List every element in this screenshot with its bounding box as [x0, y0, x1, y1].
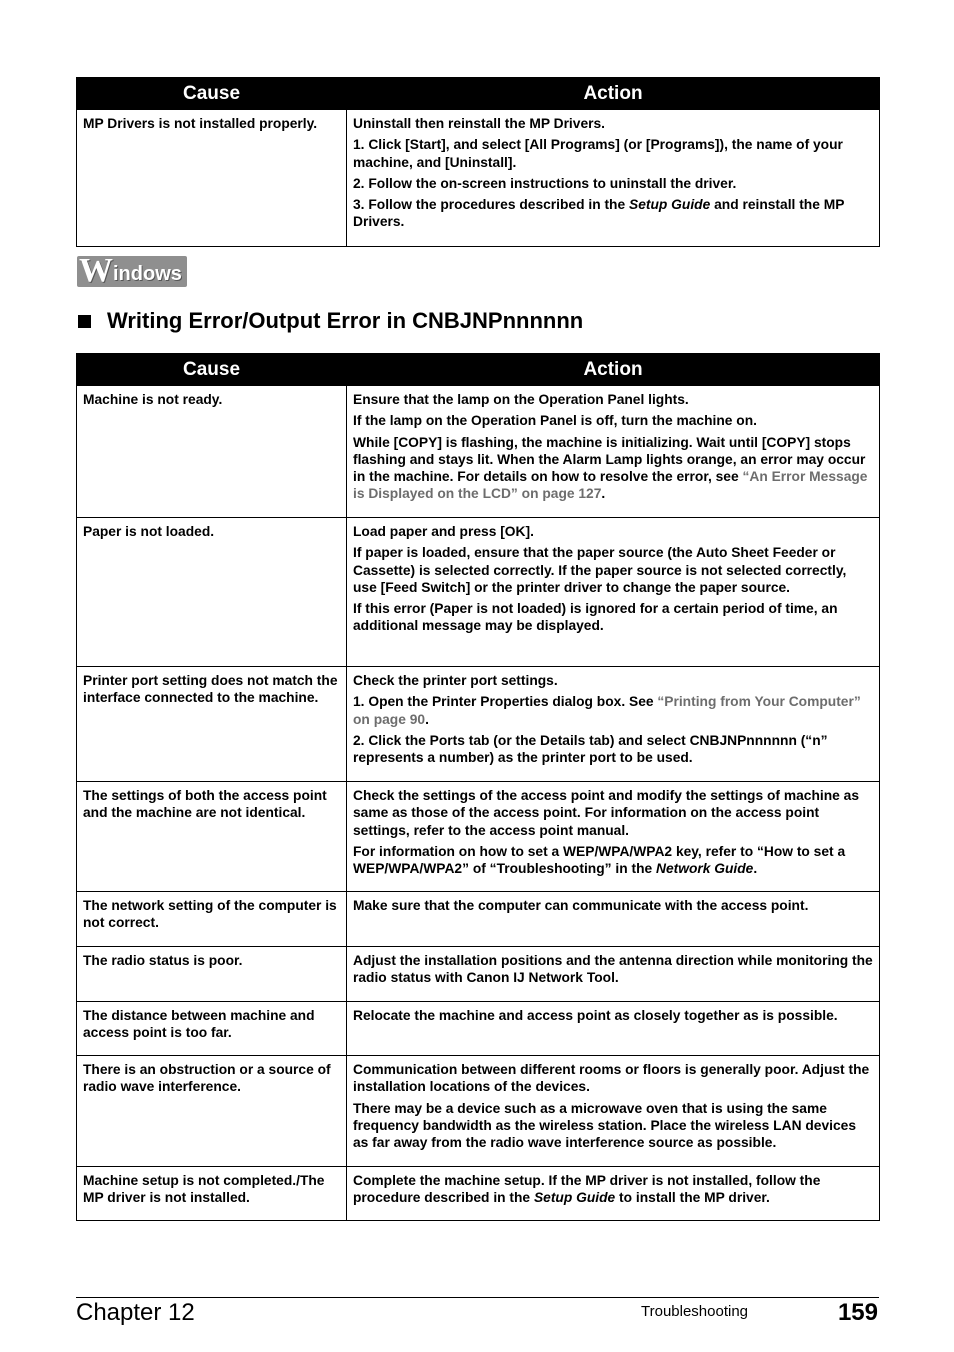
action-cell [347, 110, 880, 247]
action-text: Communication between different rooms or floors is generally poor. Adjust the installation locations of the devices. [353, 1062, 870, 1095]
action-cell [347, 782, 880, 892]
table-row [77, 1002, 880, 1056]
action-text: Ensure that the lamp on the Operation Panel lights. [353, 392, 689, 407]
cross-reference-link[interactable]: “An Error Message is Displayed on the LCD” on page 127 [353, 469, 868, 502]
cause-cell [77, 947, 347, 1002]
action-text: 2. Click the Ports tab (or the Details tab) and select CNBJNPnnnnnn (“n” represents a number) as the printer port to be used. [353, 732, 828, 766]
page-number: 159 [837, 1299, 878, 1326]
cause-text: The settings of both the access point and the machine are not identical. [83, 788, 327, 821]
table-header-row [77, 78, 880, 110]
action-cell [347, 1002, 880, 1056]
windows-badge [77, 252, 187, 289]
action-text: 2. Follow the on-screen instructions to uninstall the driver. [353, 175, 737, 191]
action-text: 3. Follow the procedures described in the Setup Guide and reinstall the MP Drivers. [353, 197, 845, 230]
action-cell [347, 947, 880, 1002]
guide-title: Setup Guide [629, 197, 711, 213]
table-row [77, 1167, 880, 1221]
cause-cell [77, 110, 347, 247]
cause-text: MP Drivers is not installed properly. [83, 116, 318, 131]
action-header: Action [347, 354, 880, 386]
windows-badge-initial: W [79, 252, 111, 289]
cause-text: The radio status is poor. [83, 953, 243, 968]
action-text: 1. Click [Start], and select [All Programs] (or [Programs]), the name of your machine, and [Uninstall]. [353, 137, 843, 170]
cause-text: Printer port setting does not match the interface connected to the machine. [83, 673, 338, 706]
cause-cell [77, 386, 347, 518]
action-text: There may be a device such as a microwave oven that is using the same frequency bandwidth as the wireless station. Place the wireless LAN devices as far away from the radio wave interference source as possible. [353, 1100, 856, 1151]
cause-header: Cause [77, 78, 347, 110]
action-text: If the lamp on the Operation Panel is off, turn the machine on. [353, 413, 757, 429]
troubleshooting-table [76, 353, 880, 1221]
action-text: For information on how to set a WEP/WPA/WPA2 key, refer to “How to set a WEP/WPA/WPA2” of “Troubleshooting” in the Network Guide. [353, 843, 846, 877]
cause-text: Paper is not loaded. [83, 524, 215, 539]
table-row [77, 110, 880, 247]
guide-title: Setup Guide [533, 1190, 616, 1206]
action-text: While [COPY] is flashing, the machine is initializing. Wait until [COPY] stops flashing and stays lit. When the Alarm Lamp lights orange, an error may occur in the machine. For details on how to resolve the error, see “An Error Message is Displayed on the LCD” on page 127. [353, 434, 868, 502]
action-cell [347, 1167, 880, 1221]
action-cell [347, 667, 880, 782]
footer-section: Troubleshooting [641, 1303, 749, 1320]
cause-text: Machine is not ready. [83, 392, 223, 407]
action-text: Complete the machine setup. If the MP driver is not installed, follow the procedure described in the Setup Guide to install the MP driver. [353, 1173, 821, 1206]
cause-text: The network setting of the computer is not correct. [83, 898, 337, 931]
chapter-label: Chapter 12 [76, 1299, 195, 1326]
cause-cell [77, 892, 347, 947]
table-header-row [77, 354, 880, 386]
table-row [77, 518, 880, 667]
action-text: Load paper and press [OK]. [353, 524, 534, 539]
action-text: Check the settings of the access point and modify the settings of machine as same as those of the access point. For information on the access point settings, refer to the access point manual. [353, 788, 859, 838]
cause-cell [77, 518, 347, 667]
cause-text: There is an obstruction or a source of radio wave interference. [83, 1062, 331, 1095]
table-row [77, 386, 880, 518]
driver-table [76, 77, 880, 247]
cause-text: Machine setup is not completed./The MP driver is not installed. [83, 1173, 325, 1206]
square-bullet-icon [78, 315, 91, 328]
windows-badge-text: indows [113, 263, 182, 285]
section-title-text: Writing Error/Output Error in CNBJNPnnnnnn [107, 308, 584, 333]
table-row [77, 1056, 880, 1167]
action-text: Relocate the machine and access point as closely together as is possible. [353, 1008, 838, 1023]
action-cell [347, 518, 880, 667]
guide-title: Network Guide [656, 861, 754, 877]
action-cell [347, 386, 880, 518]
cause-cell [77, 667, 347, 782]
footer-divider [76, 1297, 879, 1298]
action-cell [347, 892, 880, 947]
action-text: If paper is loaded, ensure that the paper source (the Auto Sheet Feeder or Cassette) is selected correctly. If the paper source is not selected correctly, use [Feed Switch] or the printer driver to change the paper source. [353, 545, 847, 595]
cause-cell [77, 782, 347, 892]
table-row [77, 892, 880, 947]
cause-cell [77, 1167, 347, 1221]
cause-cell [77, 1002, 347, 1056]
cause-text: The distance between machine and access point is too far. [83, 1008, 315, 1041]
cause-cell [77, 1056, 347, 1167]
table-row [77, 782, 880, 892]
table-row [77, 947, 880, 1002]
action-text: Make sure that the computer can communicate with the access point. [353, 898, 809, 913]
cross-reference-link[interactable]: “Printing from Your Computer” on page 90 [353, 694, 861, 727]
action-text: If this error (Paper is not loaded) is ignored for a certain period of time, an additional message may be displayed. [353, 601, 838, 634]
section-title [78, 308, 583, 334]
action-cell [347, 1056, 880, 1167]
action-header: Action [347, 78, 880, 110]
cause-header: Cause [77, 354, 347, 386]
action-text: Check the printer port settings. [353, 673, 558, 688]
table-row [77, 667, 880, 782]
action-text: Uninstall then reinstall the MP Drivers. [353, 116, 605, 131]
action-text: 1. Open the Printer Properties dialog box. See “Printing from Your Computer” on page 90. [353, 694, 861, 727]
action-text: Adjust the installation positions and the antenna direction while monitoring the radio status with Canon IJ Network Tool. [353, 953, 873, 986]
